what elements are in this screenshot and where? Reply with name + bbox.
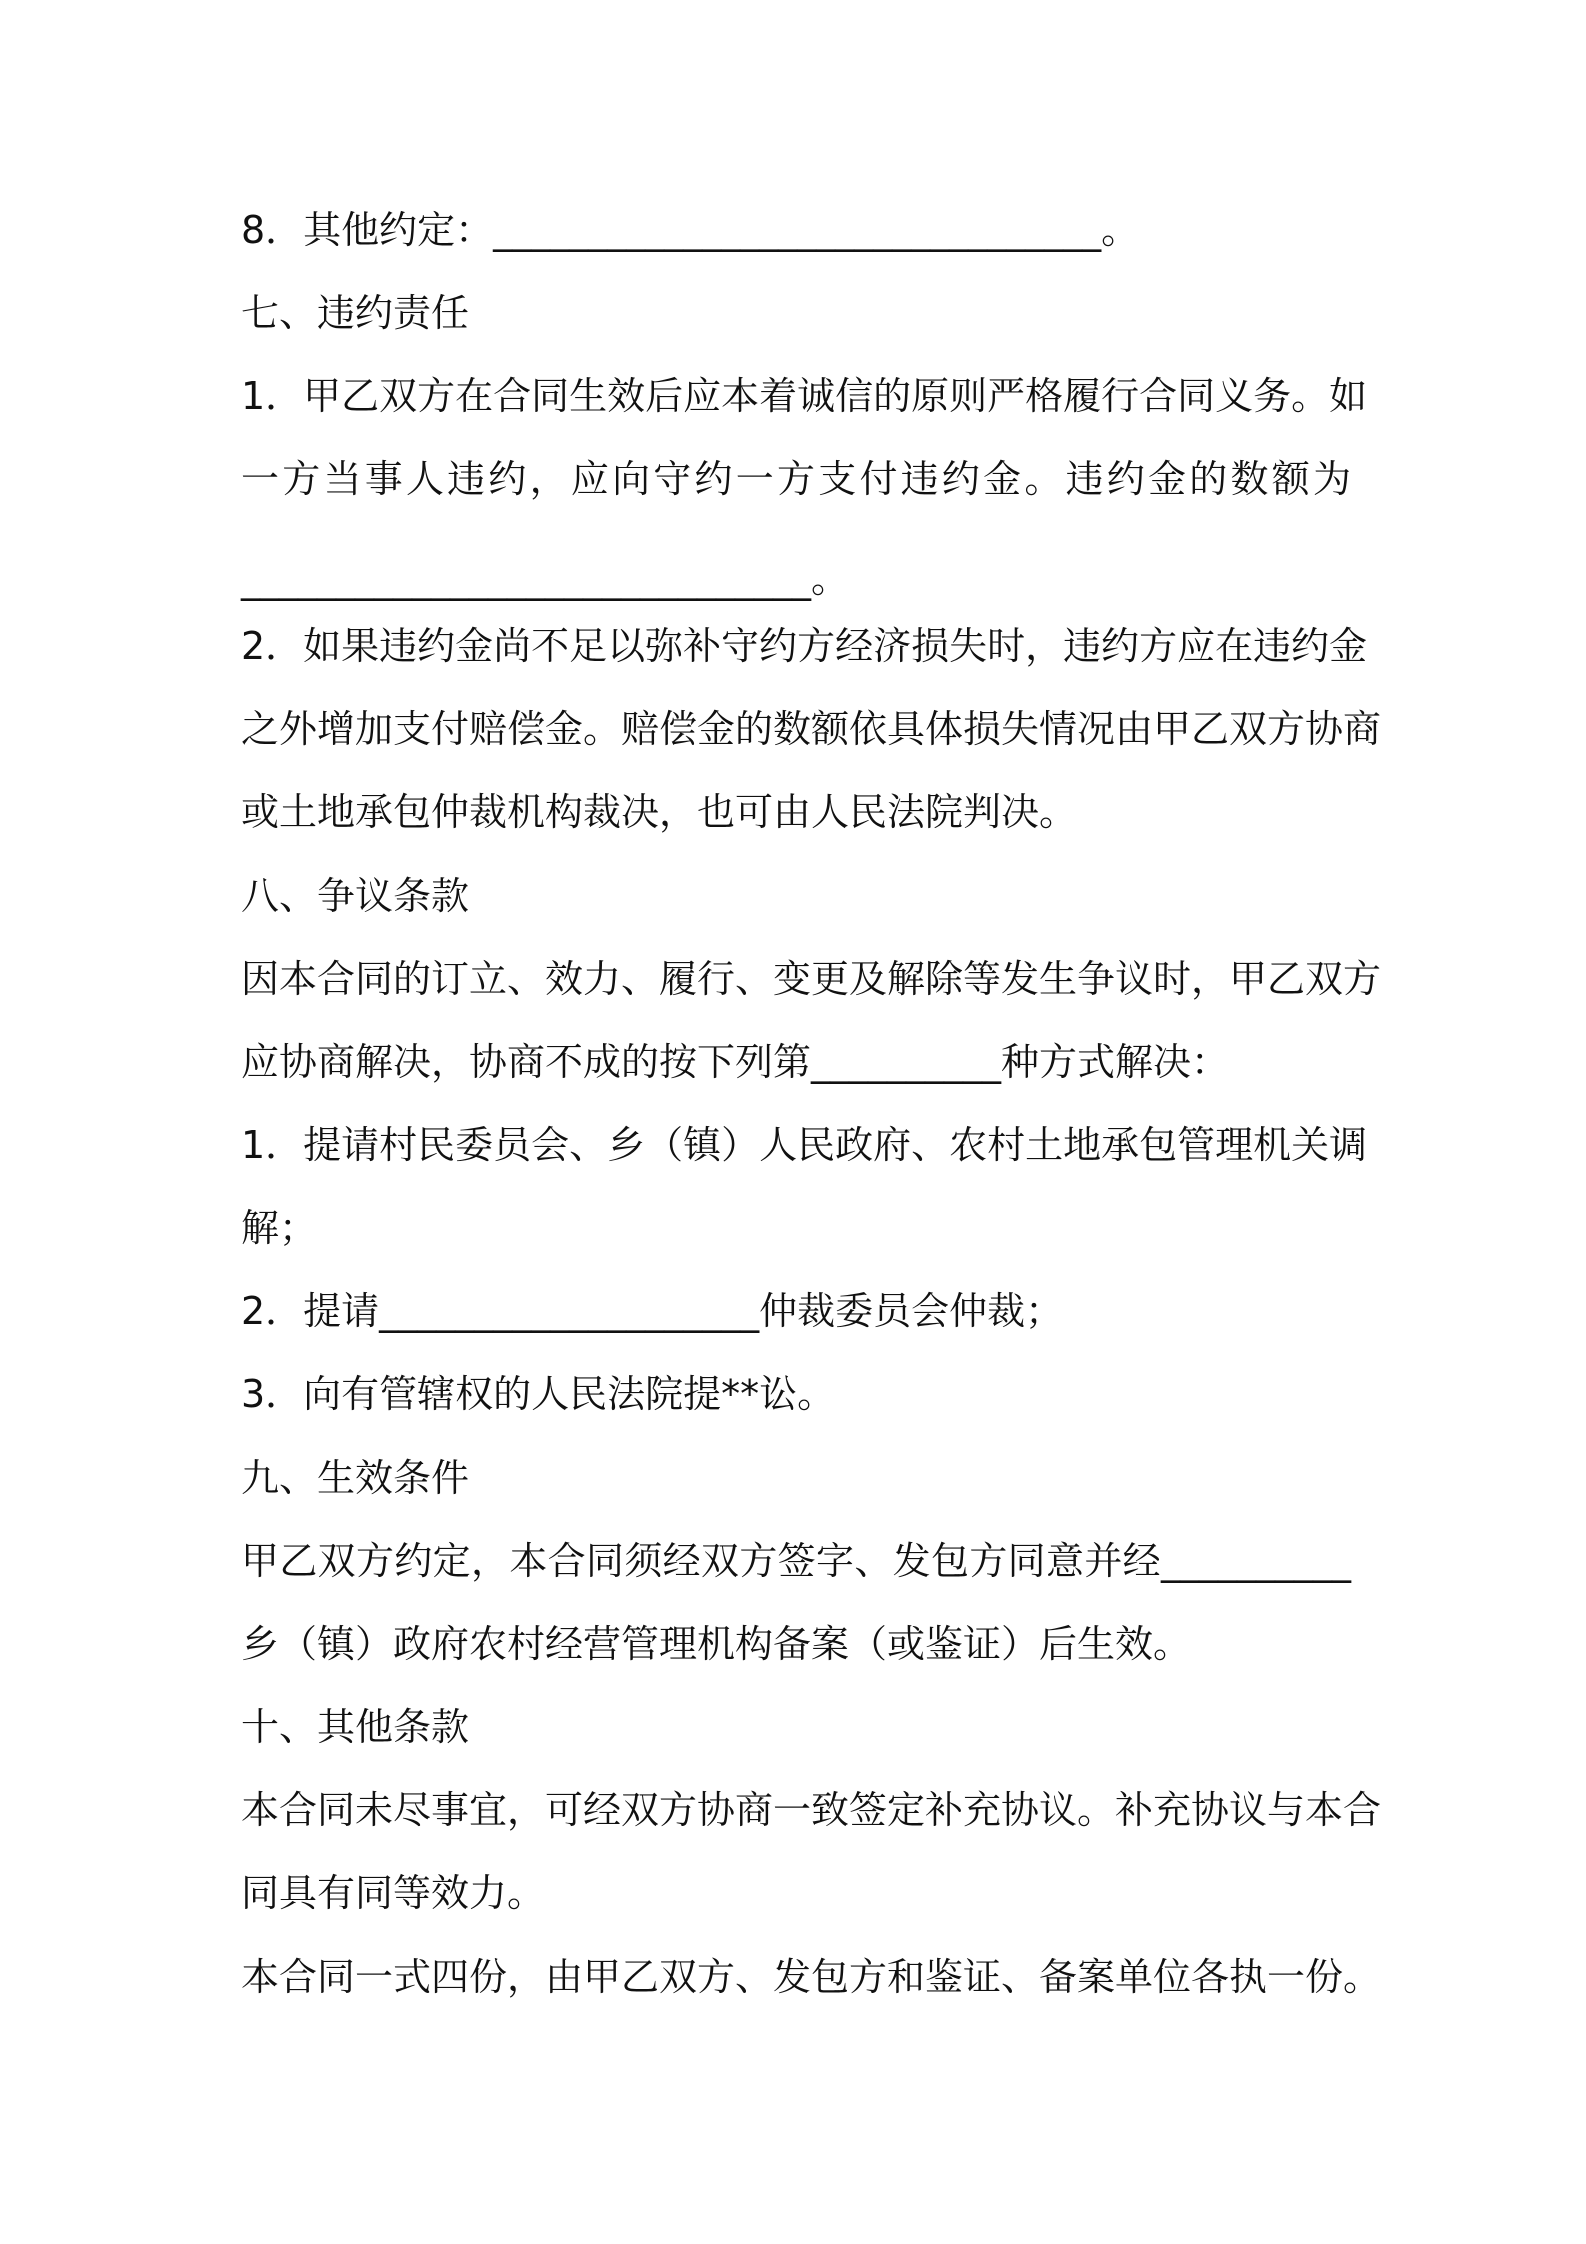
section-9-body-line-2: 乡（镇）政府农村经营管理机构备案（或鉴证）后生效。 bbox=[241, 1622, 1192, 1666]
section-7-item-1-line-1: 1．甲乙双方在合同生效后应本着诚信的原则严格履行合同义务。如 bbox=[241, 374, 1368, 418]
section-10-body-line-2: 同具有同等效力。 bbox=[241, 1871, 546, 1915]
section-7-item-2-line-1: 2．如果违约金尚不足以弥补守约方经济损失时，违约方应在违约金 bbox=[241, 624, 1368, 668]
section-7-item-2-line-3: 或土地承包仲裁机构裁决，也可由人民法院判决。 bbox=[241, 790, 1078, 834]
section-8-item-1-line-1: 1．提请村民委员会、乡（镇）人民政府、农村土地承包管理机关调 bbox=[241, 1123, 1368, 1167]
section-10-heading: 十、其他条款 bbox=[241, 1705, 470, 1749]
section-7-item-1-line-2: 一方当事人违约，应向守约一方支付违约金。违约金的数额为 bbox=[241, 457, 1351, 501]
section-8-intro-line-1: 因本合同的订立、效力、履行、变更及解除等发生争议时，甲乙双方 bbox=[241, 957, 1382, 1001]
section-10-body-line-1: 本合同未尽事宜，可经双方协商一致签定补充协议。补充协议与本合 bbox=[241, 1788, 1382, 1832]
section-8-heading: 八、争议条款 bbox=[241, 874, 470, 918]
section-7-item-2-line-2: 之外增加支付赔偿金。赔偿金的数额依具体损失情况由甲乙双方协商 bbox=[241, 707, 1382, 751]
section-10-copies-line: 本合同一式四份，由甲乙双方、发包方和鉴证、备案单位各执一份。 bbox=[241, 1955, 1382, 1999]
section-8-item-1-line-2: 解； bbox=[241, 1206, 318, 1250]
section-8-intro-line-2: 应协商解决，协商不成的按下列第__________种方式解决： bbox=[241, 1040, 1230, 1084]
clause-8-other-agreement: 8．其他约定：________________________________。 bbox=[241, 208, 1140, 252]
section-8-item-3: 3．向有管辖权的人民法院提**讼。 bbox=[241, 1372, 836, 1416]
section-8-item-2: 2．提请____________________仲裁委员会仲裁； bbox=[241, 1289, 1064, 1333]
section-9-heading: 九、生效条件 bbox=[241, 1456, 470, 1500]
section-9-body-line-1: 甲乙双方约定，本合同须经双方签字、发包方同意并经__________ bbox=[241, 1539, 1351, 1583]
section-7-heading: 七、违约责任 bbox=[241, 291, 470, 335]
section-7-item-1-line-3: ______________________________。 bbox=[241, 557, 850, 601]
